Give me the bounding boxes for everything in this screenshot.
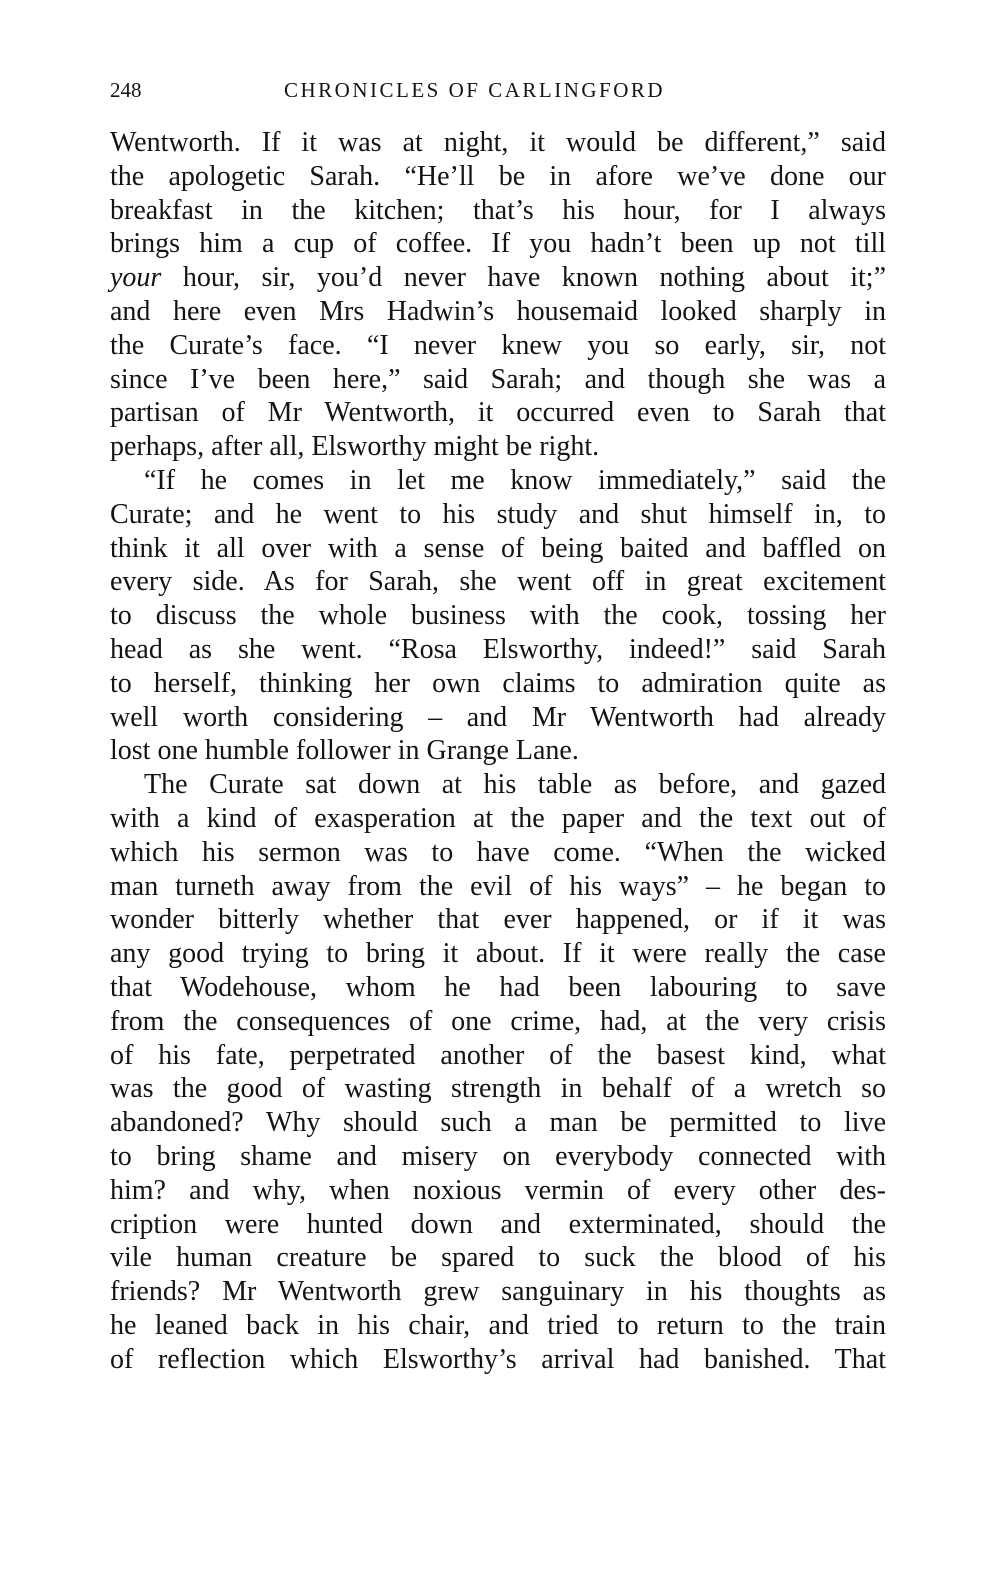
text-line: him? and why, when noxious vermin of every other des- bbox=[110, 1174, 886, 1206]
text-line: the Curate’s face. “I never knew you so early, sir, not bbox=[110, 329, 886, 361]
text-line: with a kind of exasperation at the paper and the text out of bbox=[110, 802, 886, 834]
text-line: since I’ve been here,” said Sarah; and though she was a bbox=[110, 363, 886, 395]
running-head bbox=[110, 74, 890, 106]
text-line: to discuss the whole business with the cook, tossing her bbox=[110, 600, 886, 632]
text-line: well worth considering – and Mr Wentworth had already bbox=[110, 701, 886, 733]
body-text bbox=[110, 126, 886, 1376]
text-line: think it all over with a sense of being baited and baffled on bbox=[110, 532, 886, 564]
text-line: and here even Mrs Hadwin’s housemaid looked sharply in bbox=[110, 295, 886, 327]
text-line: man turneth away from the evil of his ways” – he began to bbox=[110, 870, 886, 902]
text-line: to herself, thinking her own claims to admiration quite as bbox=[110, 667, 886, 699]
paragraph bbox=[110, 464, 886, 768]
text-line: any good trying to bring it about. If it were really the case bbox=[110, 938, 886, 970]
text-line: “If he comes in let me know immediately,” said the bbox=[144, 464, 886, 496]
text-line: Curate; and he went to his study and shut himself in, to bbox=[110, 498, 886, 530]
paragraph bbox=[110, 768, 886, 1376]
text-line: was the good of wasting strength in behalf of a wretch so bbox=[110, 1073, 886, 1105]
text-line: every side. As for Sarah, she went off in great excitement bbox=[110, 566, 886, 598]
running-title: CHRONICLES OF CARLINGFORD bbox=[284, 78, 666, 102]
text-line: The Curate sat down at his table as before, and gazed bbox=[144, 769, 886, 801]
text-line: abandoned? Why should such a man be permitted to live bbox=[110, 1107, 886, 1139]
paragraph bbox=[110, 126, 886, 464]
text-line: breakfast in the kitchen; that’s his hour, for I always bbox=[110, 194, 886, 226]
text-line bbox=[110, 261, 886, 295]
text-line: of his fate, perpetrated another of the basest kind, what bbox=[110, 1039, 886, 1071]
text-line: brings him a cup of coffee. If you hadn’t been up not till bbox=[110, 228, 886, 260]
text-line: friends? Mr Wentworth grew sanguinary in his thoughts as bbox=[110, 1276, 886, 1308]
line-remainder: hour, sir, you’d never have known nothing about it;” bbox=[161, 262, 886, 294]
text-line: wonder bitterly whether that ever happened, or if it was bbox=[110, 904, 886, 936]
text-line: Wentworth. If it was at night, it would be different,” said bbox=[110, 127, 886, 158]
text-line: perhaps, after all, Elsworthy might be right. bbox=[110, 431, 600, 463]
text-line: partisan of Mr Wentworth, it occurred even to Sarah that bbox=[110, 397, 886, 429]
text-line: that Wodehouse, whom he had been labouring to save bbox=[110, 971, 886, 1003]
text-line: cription were hunted down and exterminated, should the bbox=[110, 1208, 886, 1240]
text-line: of reflection which Elsworthy’s arrival had banished. That bbox=[110, 1343, 886, 1375]
text-line: head as she went. “Rosa Elsworthy, indeed!” said Sarah bbox=[110, 633, 886, 665]
italic-word: your bbox=[110, 262, 162, 294]
text-line: he leaned back in his chair, and tried to return to the train bbox=[110, 1309, 886, 1341]
text-line: to bring shame and misery on everybody connected with bbox=[110, 1140, 886, 1172]
text-line: vile human creature be spared to suck the blood of his bbox=[110, 1242, 886, 1274]
text-line: the apologetic Sarah. “He’ll be in afore we’ve done our bbox=[110, 160, 886, 192]
text-line: which his sermon was to have come. “When the wicked bbox=[110, 836, 886, 868]
text-line: lost one humble follower in Grange Lane. bbox=[110, 735, 579, 767]
text-line: from the consequences of one crime, had, at the very crisis bbox=[110, 1005, 886, 1037]
page-number: 248 bbox=[110, 78, 142, 102]
